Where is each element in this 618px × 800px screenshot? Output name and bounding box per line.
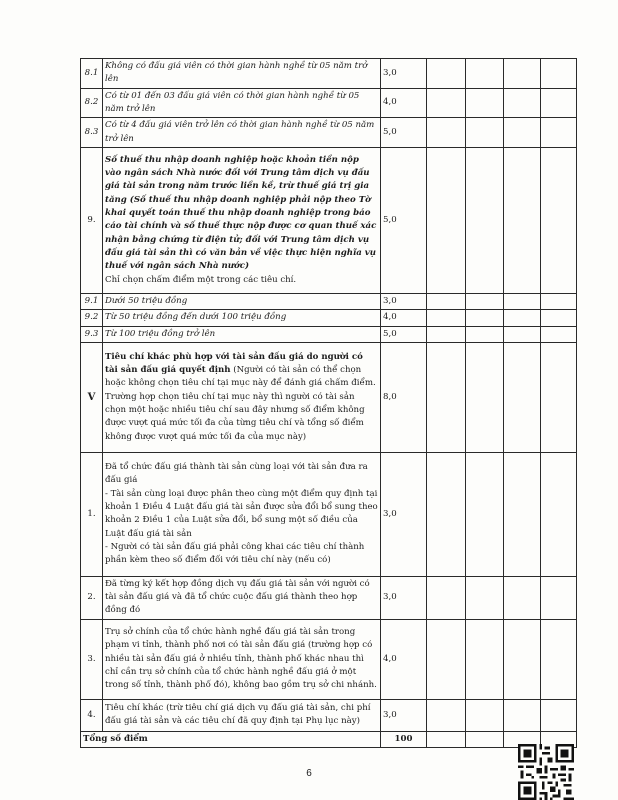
max-score: 4,0 bbox=[381, 310, 427, 326]
page-number: 6 bbox=[306, 768, 312, 779]
total-score: 100 bbox=[381, 731, 427, 747]
max-score: 5,0 bbox=[381, 147, 427, 293]
max-score: 4,0 bbox=[381, 619, 427, 699]
criterion-heading: Tiêu chí khác phù hợp với tài sản đấu giá do người có tài sản đấu giá quyết định bbox=[105, 351, 363, 376]
row-number: 8.2 bbox=[81, 88, 103, 118]
criterion-line: - Tài sản cùng loại được phân theo cùng một điểm quy định tại khoản 1 Điều 4 Luật đấu giá tài sản được sửa đổi bổ sung theo khoản 2 Điều 1 của Luật sửa đổi, bổ sung một số điều của Luật đấu giá tài sản bbox=[105, 488, 378, 539]
qr-code-icon bbox=[518, 744, 574, 800]
criterion-heading: Số thuế thu nhập doanh nghiệp hoặc khoản tiền nộp vào ngân sách Nhà nước đối với Trung tâm dịch vụ đấu giá tài sản trong năm trước liền kề, trừ thuế giá trị gia tăng (Số thuế thu nhập doanh nghiệp phải nộp theo Tờ khai quyết toán thuế thu nhập doanh nghiệp trong báo cáo tài chính và số thuế thực nộp được cơ quan thuế xác nhận bằng chứng từ điện tử; đối với Trung tâm dịch vụ đấu giá tài sản thì có văn bản về việc thực hiện nghĩa vụ thuế với ngân sách Nhà nước) bbox=[105, 154, 377, 272]
table-row bbox=[81, 326, 577, 342]
table-row bbox=[81, 88, 577, 118]
criterion-text: Từ 100 triệu đồng trở lên bbox=[103, 326, 381, 342]
max-score: 3,0 bbox=[381, 452, 427, 576]
max-score: 3,0 bbox=[381, 576, 427, 619]
max-score: 3,0 bbox=[381, 59, 427, 89]
criterion-note: (Người có tài sản có thể chọn hoặc không chọn tiêu chí tại mục này để đánh giá chấm điểm. Trường hợp chọn tiêu chí tại mục này thì người có tài sản chọn một hoặc nhiều tiêu chí sau đây nhưng số điểm không được vượt quá mức tối đa của từng tiêu chí và tổng số điểm không được vượt quá mức tối đa của mục này) bbox=[105, 365, 376, 442]
max-score: 8,0 bbox=[381, 342, 427, 452]
total-row bbox=[81, 731, 577, 747]
row-number: 9.2 bbox=[81, 310, 103, 326]
criterion-text bbox=[103, 452, 381, 576]
section-number: V bbox=[81, 342, 103, 452]
table-row bbox=[81, 293, 577, 309]
table-row bbox=[81, 310, 577, 326]
table-row bbox=[81, 576, 577, 619]
criterion-text bbox=[103, 147, 381, 293]
criterion-text: Từ 50 triệu đồng đến dưới 100 triệu đồng bbox=[103, 310, 381, 326]
max-score: 3,0 bbox=[381, 293, 427, 309]
row-number: 8.3 bbox=[81, 118, 103, 148]
criterion-text bbox=[103, 342, 381, 452]
row-number: 9.1 bbox=[81, 293, 103, 309]
criterion-text: Có từ 4 đấu giá viên trở lên có thời gian hành nghề từ 05 năm trở lên bbox=[103, 118, 381, 148]
max-score: 5,0 bbox=[381, 326, 427, 342]
criterion-text: Có từ 01 đến 03 đấu giá viên có thời gian hành nghề từ 05 năm trở lên bbox=[103, 88, 381, 118]
table-row bbox=[81, 699, 577, 731]
table-row bbox=[81, 452, 577, 576]
criterion-text: Đã từng ký kết hợp đồng dịch vụ đấu giá tài sản với người có tài sản đấu giá và đã tổ chức cuộc đấu giá thành theo hợp đồng đó bbox=[103, 576, 381, 619]
max-score: 3,0 bbox=[381, 699, 427, 731]
criterion-line: - Người có tài sản đấu giá phải công khai các tiêu chí thành phần kèm theo số điểm đối với tiêu chí này (nếu có) bbox=[105, 541, 365, 566]
row-number: 9.3 bbox=[81, 326, 103, 342]
total-label: Tổng số điểm bbox=[81, 731, 381, 747]
row-number: 4. bbox=[81, 699, 103, 731]
criterion-text: Trụ sở chính của tổ chức hành nghề đấu giá tài sản trong phạm vi tỉnh, thành phố nơi có tài sản đấu giá (trường hợp có nhiều tài sản đấu giá ở nhiều tỉnh, thành phố khác nhau thì chỉ cần trụ sở chính của tổ chức hành nghề đấu giá ở một trong số tỉnh, thành phố đó), không bao gồm trụ sở chi nhánh. bbox=[103, 619, 381, 699]
row-number: 1. bbox=[81, 452, 103, 576]
row-number: 3. bbox=[81, 619, 103, 699]
max-score: 5,0 bbox=[381, 118, 427, 148]
table-row bbox=[81, 342, 577, 452]
row-number: 8.1 bbox=[81, 59, 103, 89]
criterion-text: Không có đấu giá viên có thời gian hành nghề từ 05 năm trở lên bbox=[103, 59, 381, 89]
table-row bbox=[81, 59, 577, 89]
max-score: 4,0 bbox=[381, 88, 427, 118]
table-row bbox=[81, 147, 577, 293]
table-row bbox=[81, 118, 577, 148]
table-row bbox=[81, 619, 577, 699]
criterion-text: Tiêu chí khác (trừ tiêu chí giá dịch vụ đấu giá tài sản, chi phí đấu giá tài sản và các tiêu chí đã quy định tại Phụ lục này) bbox=[103, 699, 381, 731]
criterion-note: Chỉ chọn chấm điểm một trong các tiêu chí. bbox=[105, 274, 297, 285]
row-number: 2. bbox=[81, 576, 103, 619]
row-number: 9. bbox=[81, 147, 103, 293]
criterion-line: Đã tổ chức đấu giá thành tài sản cùng loại với tài sản đưa ra đấu giá bbox=[105, 462, 368, 486]
criterion-text: Dưới 50 triệu đồng bbox=[103, 293, 381, 309]
scoring-table bbox=[80, 58, 577, 748]
